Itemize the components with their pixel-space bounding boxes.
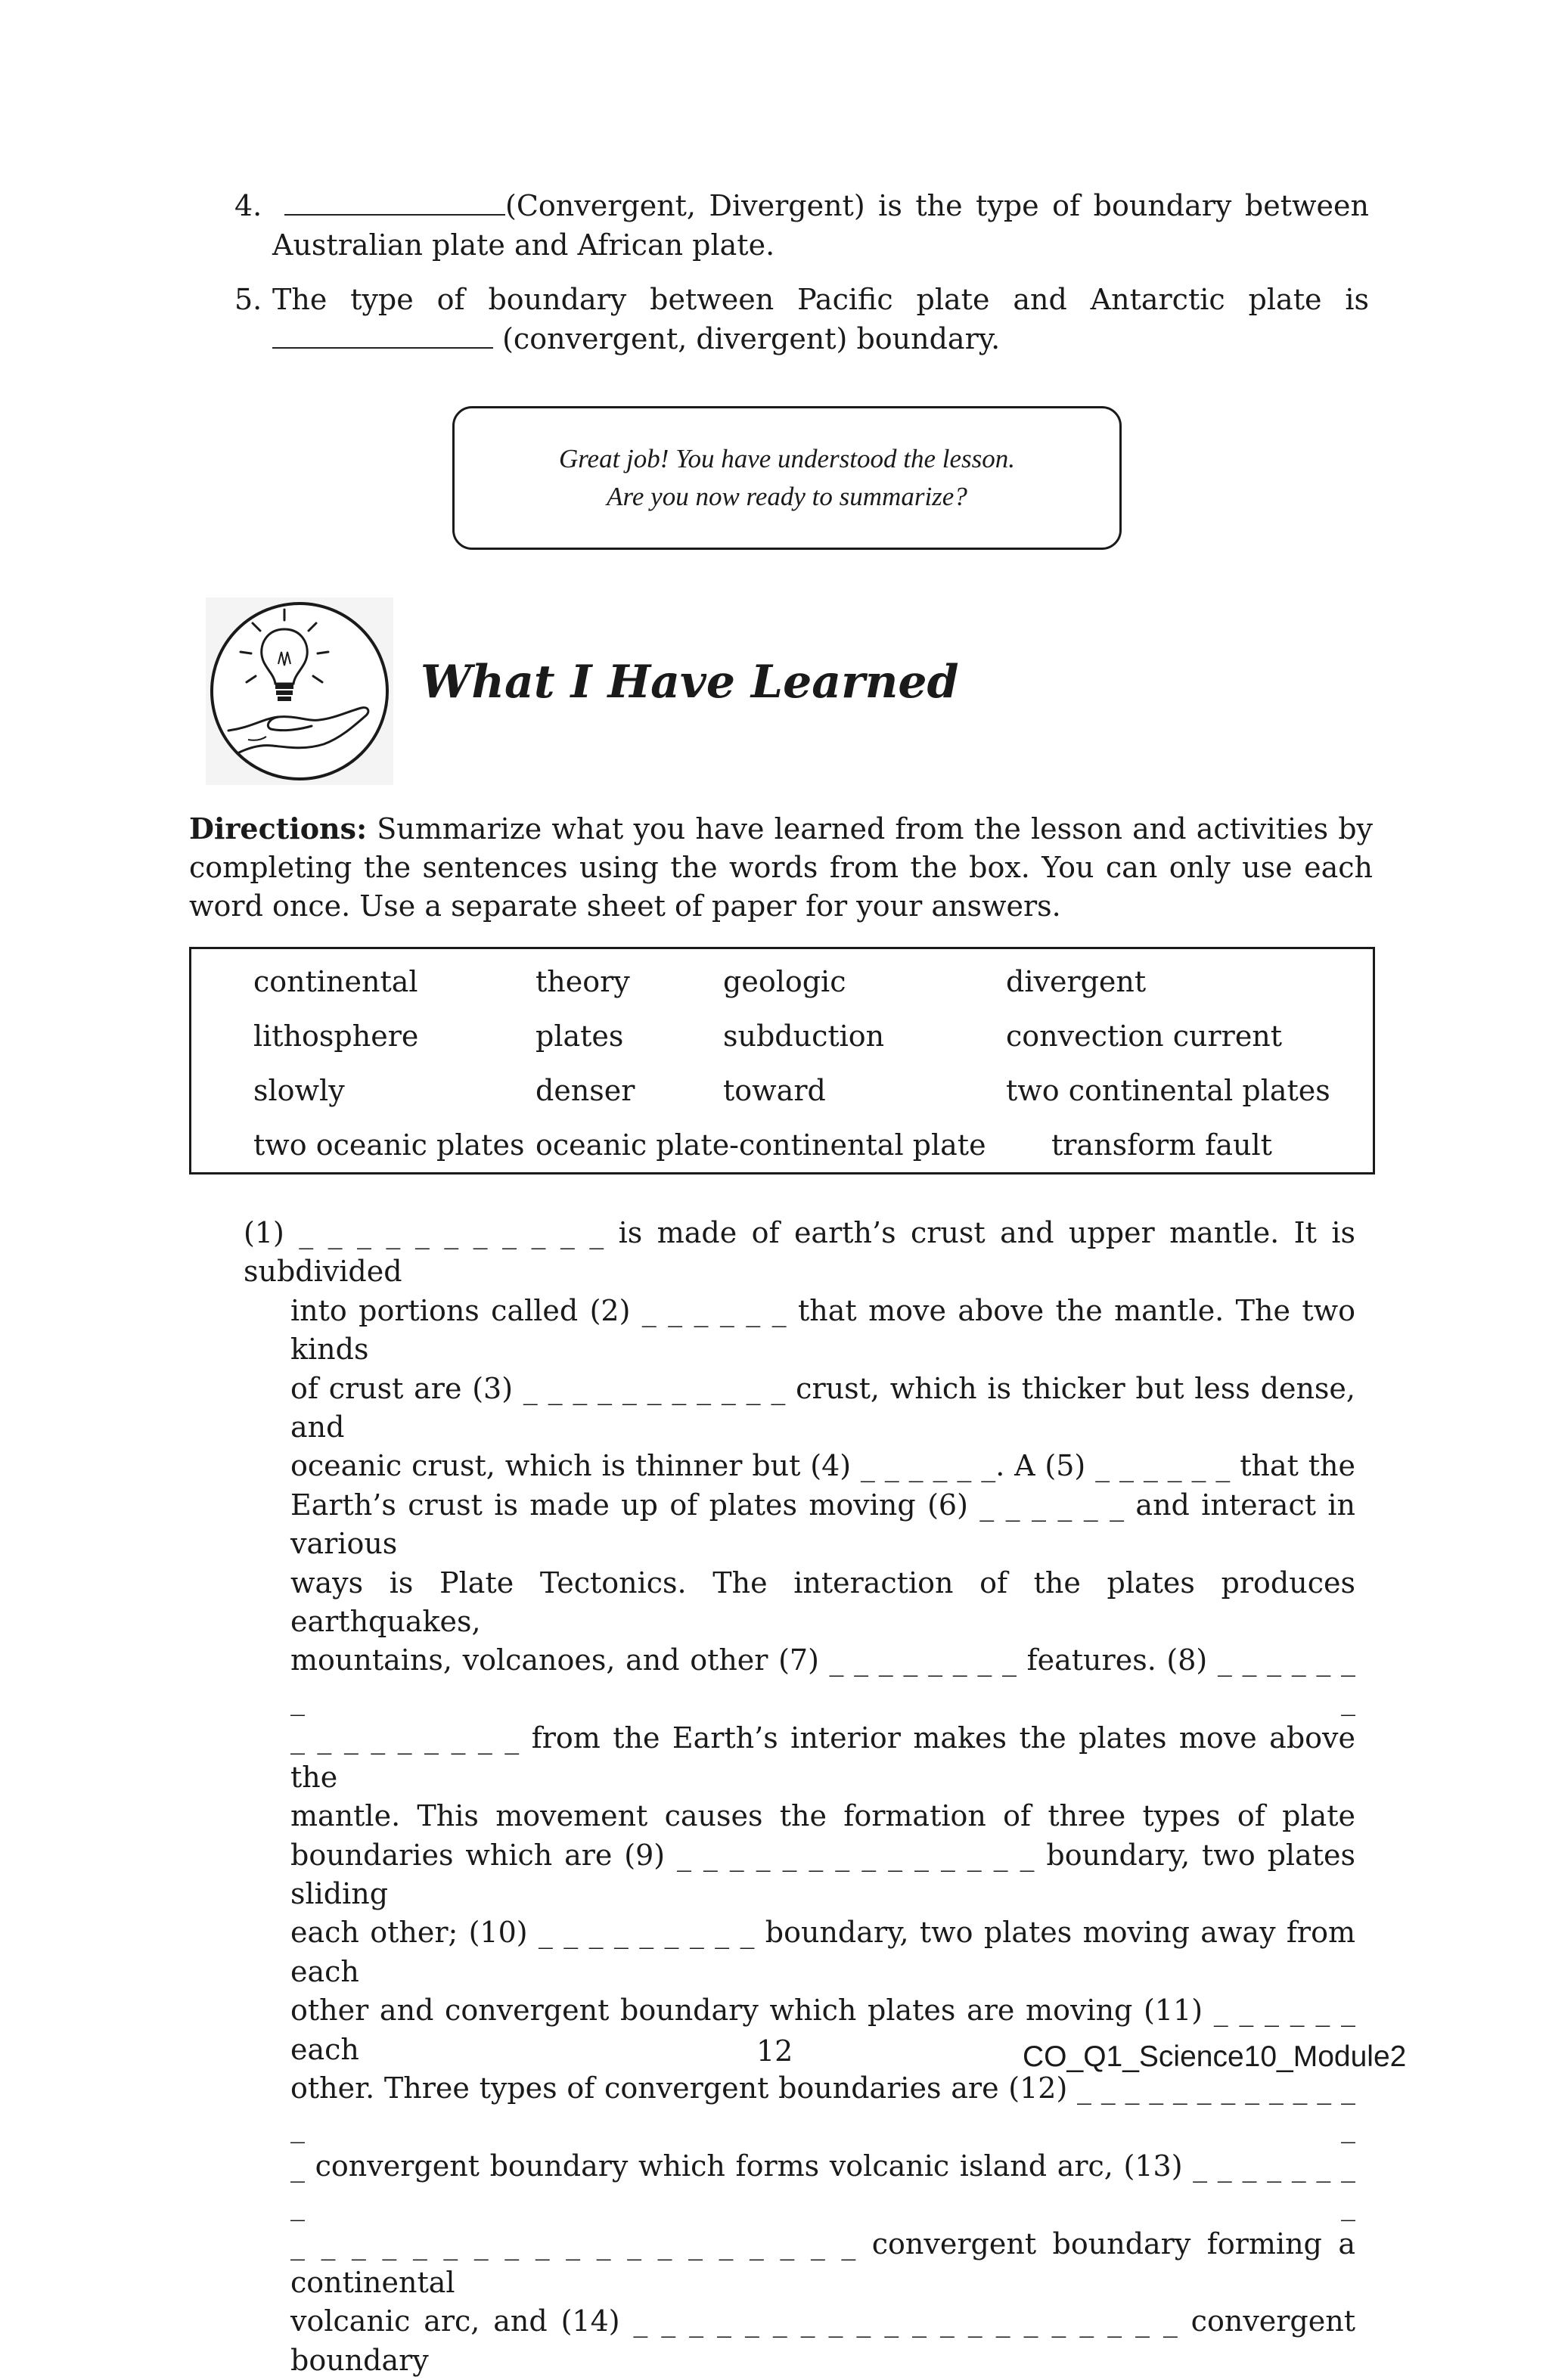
summary-paragraph: [244, 1214, 1355, 2380]
word-box-item: lithosphere: [253, 1019, 419, 1053]
callout-line-1: Great job! You have understood the lesson.: [558, 444, 1016, 473]
paragraph-line: into portions called (2) _ _ _ _ _ _ that move above the mantle. The two kinds: [290, 1293, 1355, 1367]
word-box-item: subduction: [723, 1019, 885, 1053]
paragraph-line: _ convergent boundary which forms volcanic island arc, (13) _ _ _ _ _ _ _ _ _: [290, 2149, 1355, 2222]
paragraph-line: ways is Plate Tectonics. The interaction of the plates produces earthquakes,: [290, 1565, 1355, 1639]
section-title: What I Have Learned: [421, 656, 959, 709]
question-5-line2-wrap: [272, 319, 1000, 358]
paragraph-line: oceanic crust, which is thinner but (4) _ _ _ _ _ _. A (5) _ _ _ _ _ _ that the: [290, 1449, 1355, 1483]
directions: [189, 809, 1373, 926]
paragraph-line: each other; (10) _ _ _ _ _ _ _ _ _ boundary, two plates moving away from each: [290, 1916, 1355, 1988]
paragraph-line: boundaries which are (9) _ _ _ _ _ _ _ _ _ _ _ _ _ _ boundary, two plates sliding: [290, 1838, 1355, 1910]
lightbulb-hand-icon: [206, 597, 393, 785]
paragraph-line: _ _ _ _ _ _ _ _ _ from the Earth’s interior makes the plates move above the: [290, 1721, 1355, 1794]
question-4-line2: Australian plate and African plate.: [272, 228, 775, 262]
answer-blank: [284, 188, 505, 216]
word-box-item: denser: [535, 1074, 635, 1107]
word-box-item: toward: [723, 1074, 826, 1107]
directions-label: Directions:: [189, 811, 368, 846]
word-box-item: continental: [253, 965, 418, 998]
page-number: 12: [756, 2034, 793, 2068]
paragraph-line: Earth’s crust is made up of plates moving (6) _ _ _ _ _ _ and interact in various: [290, 1488, 1355, 1561]
paragraph-line: volcanic arc, and (14) _ _ _ _ _ _ _ _ _ _ _ _ _ _ _ _ _ _ _ _ convergent boundary: [290, 2304, 1355, 2377]
paragraph-line: other. Three types of convergent boundaries are (12) _ _ _ _ _ _ _ _ _ _ _ _ _ _: [290, 2071, 1355, 2144]
word-box-item: two oceanic plates: [253, 1128, 525, 1162]
encouragement-callout: [452, 406, 1122, 550]
answer-blank: [272, 321, 493, 349]
paragraph-line: (1) _ _ _ _ _ _ _ _ _ _ _ is made of earth’s crust and upper mantle. It is subdivided: [244, 1216, 1355, 1289]
word-box-item: divergent: [1006, 965, 1147, 998]
paragraph-line: mantle. This movement causes the formation of three types of plate: [290, 1799, 1355, 1833]
paragraph-line: of crust are (3) _ _ _ _ _ _ _ _ _ _ _ crust, which is thicker but less dense, and: [290, 1371, 1355, 1444]
word-box-item: convection current: [1006, 1019, 1283, 1053]
question-5-line2: (convergent, divergent) boundary.: [502, 322, 1001, 355]
question-number: 5.: [234, 283, 262, 316]
callout-line-2: Are you now ready to summarize?: [607, 482, 967, 511]
word-box-item: oceanic plate-continental plate: [535, 1128, 986, 1162]
paragraph-line: _ _ _ _ _ _ _ _ _ _ _ _ _ _ _ _ _ _ _ convergent boundary forming a continental: [290, 2226, 1355, 2299]
paragraph-line: mountains, volcanoes, and other (7) _ _ _ _ _ _ _ _ features. (8) _ _ _ _ _ _ _ _: [290, 1643, 1355, 1716]
module-code: CO_Q1_Science10_Module2: [1023, 2040, 1407, 2073]
word-box-item: geologic: [723, 965, 846, 998]
question-5-line1: The type of boundary between Pacific plate and Antarctic plate is: [272, 283, 1369, 316]
word-box-item: transform fault: [1051, 1128, 1272, 1162]
word-box-item: two continental plates: [1006, 1074, 1330, 1107]
question-number: 4.: [234, 189, 262, 222]
word-box-item: plates: [535, 1019, 624, 1053]
question-4-line1: (Convergent, Divergent) is the type of boundary between: [505, 189, 1369, 222]
directions-text: Summarize what you have learned from the lesson and activities by completing the sentences using the words from the box. You can only use each word once. Use a separate sheet of paper for your answers.: [189, 812, 1373, 923]
word-box: [189, 947, 1375, 1174]
word-box-item: theory: [535, 965, 630, 998]
word-box-item: slowly: [253, 1074, 345, 1107]
paragraph-line: other and convergent boundary which plates are moving (11) _ _ _ _ _ _ each: [290, 1994, 1355, 2066]
